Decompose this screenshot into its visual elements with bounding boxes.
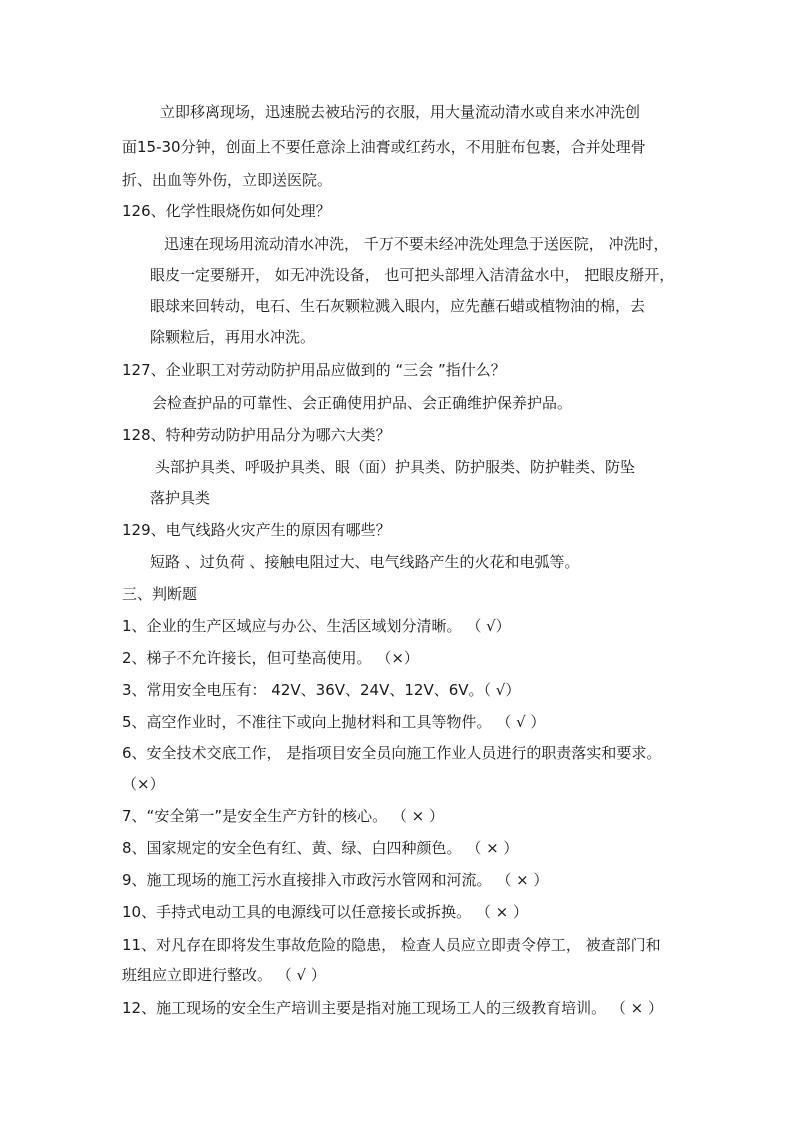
- text-line: 短路 、过负荷 、接触电阻过大、电气线路产生的火花和电弧等。: [150, 553, 580, 571]
- text-line: 头部护具类、呼吸护具类、眼（面）护具类、防护服类、防护鞋类、防坠: [155, 458, 636, 476]
- judgment-item: 7、“安全第一”是安全生产方针的核心。 （ × ）: [122, 807, 444, 825]
- question-heading: 129、电气线路火灾产生的原因有哪些？: [122, 521, 391, 539]
- text-line: 眼球来回转动，电石、生石灰颗粒溅入眼内，应先蘸石蜡或植物油的棉，去: [150, 297, 646, 315]
- judgment-item: 2、梯子不允许接长，但可垫高使用。 （×）: [122, 649, 419, 667]
- text-line: 会检查护品的可靠性、会正确使用护品、会正确维护保养护品。: [152, 394, 573, 412]
- text-line: 落护具类: [150, 489, 211, 507]
- judgment-item: 12、施工现场的安全生产培训主要是指对施工现场工人的三级教育培训。 （ × ）: [122, 999, 663, 1017]
- judgment-item: 11、对凡存在即将发生事故危险的隐患， 检查人员应立即责令停工， 被查部门和: [122, 936, 661, 954]
- text-line: 面15-30分钟，创面上不要任意涂上油膏或红药水，不用脏布包裹，合并处理骨: [122, 138, 646, 156]
- judgment-item: 1、企业的生产区域应与办公、生活区域划分清晰。 （ √）: [122, 617, 511, 635]
- judgment-item: 10、手持式电动工具的电源线可以任意接长或拆换。 （ × ）: [122, 903, 528, 921]
- judgment-item: 3、常用安全电压有： 42V、36V、24V、12V、6V。（ √）: [122, 681, 521, 699]
- judgment-item: 6、安全技术交底工作， 是指项目安全员向施工作业人员进行的职责落实和要求。: [122, 744, 662, 762]
- section-heading: 三、判断题: [122, 585, 198, 603]
- text-line: 迅速在现场用流动清水冲洗， 千万不要未经冲洗处理急于送医院， 冲洗时，: [164, 235, 669, 253]
- question-heading: 127、企业职工对劳动防护用品应做到的 “三会 ”指什么？: [122, 361, 506, 379]
- text-line: 立即移离现场，迅速脱去被玷污的衣服，用大量流动清水或自来水冲洗创: [160, 103, 641, 121]
- question-heading: 126、化学性眼烧伤如何处理？: [122, 202, 331, 220]
- text-line: 折、出血等外伤，立即送医院。: [122, 171, 333, 189]
- judgment-item: 班组应立即进行整改。 （ √ ）: [122, 966, 326, 984]
- judgment-item: 9、施工现场的施工污水直接排入市政污水管网和河流。 （ × ）: [122, 871, 549, 889]
- question-heading: 128、特种劳动防护用品分为哪六大类？: [122, 426, 391, 444]
- text-line: 眼皮一定要掰开， 如无冲洗设备， 也可把头部埋入洁清盆水中， 把眼皮掰开，: [150, 266, 675, 284]
- judgment-answer: （×）: [122, 775, 165, 793]
- judgment-item: 5、高空作业时，不准往下或向上抛材料和工具等物件。 （ √ ）: [122, 713, 546, 731]
- text-line: 除颗粒后，再用水冲洗。: [150, 328, 316, 346]
- judgment-item: 8、国家规定的安全色有红、黄、绿、白四种颜色。 （ × ）: [122, 839, 519, 857]
